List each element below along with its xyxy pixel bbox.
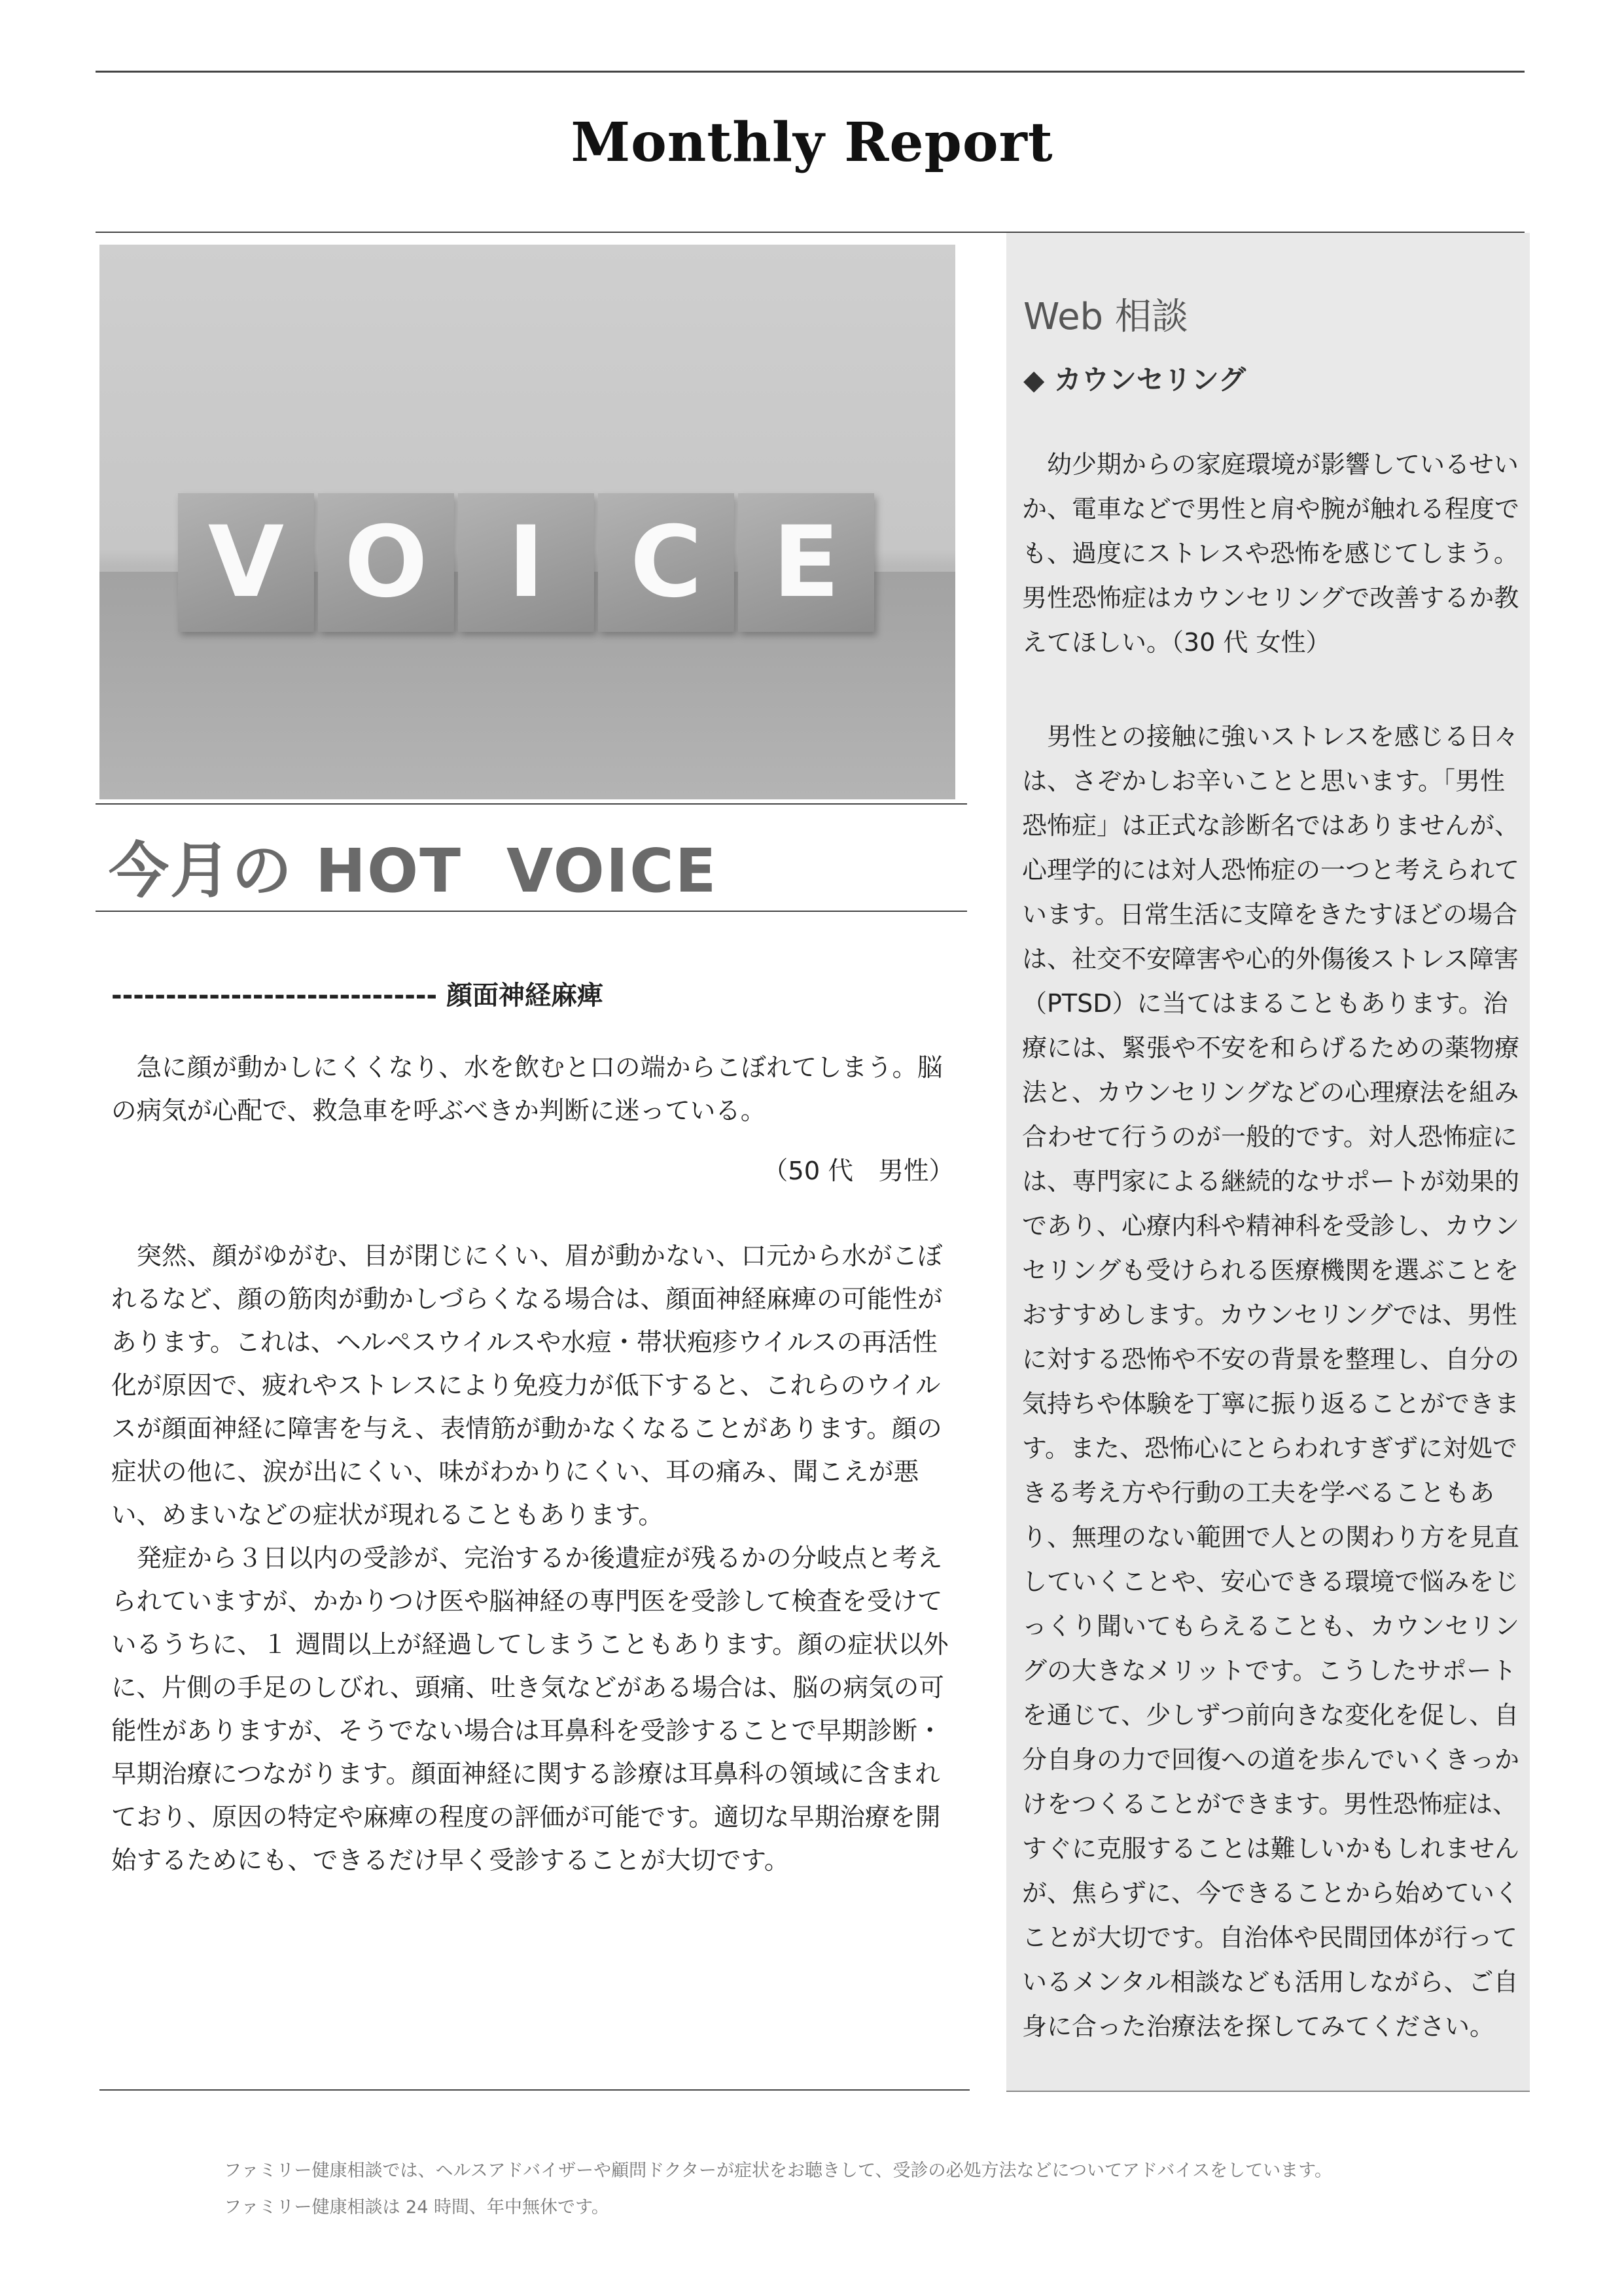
web-answer-text: 男性との接触に強いストレスを感じる日々は、さぞかしお辛いことと思います。「男性恐怖症」は正式な診断名ではありませんが、心理学的には対人恐怖症の一つと考えられています。日常生活に支障をきたすほどの場合は、社交不安障害や心的外傷後ストレス障害（PTSD）に当てはまることもあります。治療には、緊張や不安を和らげるための薬物療法と、カウンセリングなどの心理療法を組み合わせて行うのが一般的です。対人恐怖症には、専門家による継続的なサポートが効果的であり、心療内科や精神科を受診し、カウンセリングも受けられる医療機関を選ぶことをおすすめします。カウンセリングでは、男性に対する恐怖や不安の背景を整理し、自分の気持ちや体験を丁寧に振り返ることができます。また、恐怖心にとらわれすぎずに対処できる考え方や行動の工夫を学べることもあり、無理のない範囲で人との関わり方を見直していくことや、安心できる環境で悩みをじっくり聞いてもらえることも、カウンセリングの大きなメリットです。こうしたサポートを通じて、少しずつ前向きな変化を促し、自分自身の力で回復への道を歩んでいくきっかけをつくることができます。男性恐怖症は、すぐに克服することは難しいかもしれませんが、焦らずに、今できることから始めていくことが大切です。自治体や民間団体が行っているメンタル相談なども活用しながら、ご自身に合った治療法を探してみてください。 (1022, 722, 1520, 2041)
voice-block-o: O (318, 493, 454, 632)
question-text: 急に顔が動かしにくくなり、水を飲むと口の端からこぼれてしまう。脳の病気が心配で、救急車を呼ぶべきか判断に迷っている。 (111, 1053, 943, 1126)
hot-voice-topic: ------------------------------ 顔面神経麻痺 (111, 981, 603, 1011)
hot-voice-top-rule (96, 803, 967, 805)
hot-voice-answer (111, 1235, 955, 1883)
answer-paragraph-2: 発症から３日以内の受診が、完治するか後遺症が残るかの分岐点と考えられていますが、かかりつけ医や脳神経の専門医を受診して検査を受けているうちに、１ 週間以上が経過してしまうこともあります。顔の症状以外に、片側の手足のしびれ、頭痛、吐き気などがある場合は、脳の病気の可能性がありますが、そうでない場合は耳鼻科を受診することで早期診断・早期治療につながります。顔面神経に関する診療は耳鼻科の領域に含まれており、原因の特定や麻痺の程度の評価が可能です。適切な早期治療を開始するためにも、できるだけ早く受診することが大切です。 (111, 1544, 949, 1875)
voice-block-v: V (178, 493, 314, 632)
voice-photo (99, 245, 955, 799)
web-consult-question (1022, 442, 1519, 665)
page-title: Monthly Report (571, 111, 1053, 174)
right-column-bottom-rule (1006, 2091, 1530, 2092)
hot-voice-question (111, 1047, 955, 1133)
footer-line-1: ファミリー健康相談では、ヘルスアドバイザーや顧問ドクターが症状をお聴きして、受診の必処方法などについてアドバイスをしています。 (224, 2161, 1332, 2181)
web-consult-subtitle: ◆ カウンセリング (1023, 364, 1246, 396)
voice-block-i: I (458, 493, 594, 632)
answer-paragraph-1: 突然、顔がゆがむ、目が閉じにくい、眉が動かない、口元から水がこぼれるなど、顔の筋肉が動かしづらくなる場合は、顔面神経麻痺の可能性があります。これは、ヘルペスウイルスや水痘・帯状疱疹ウイルスの再活性化が原因で、疲れやストレスにより免疫力が低下すると、これらのウイルスが顔面神経に障害を与え、表情筋が動かなくなることがあります。顔の症状の他に、涙が出にくい、味がわかりにくい、耳の痛み、聞こえが悪い、めまいなどの症状が現れることもあります。 (111, 1242, 943, 1530)
web-consult-title: Web 相談 (1023, 296, 1188, 338)
web-question-text: 幼少期からの家庭環境が影響しているせいか、電車などで男性と肩や腕が触れる程度でも、過度にストレスや恐怖を感じてしまう。男性恐怖症はカウンセリングで改善するか教えてほしい。（30 代 女性） (1022, 450, 1520, 657)
voice-block-e: E (738, 493, 874, 632)
hot-voice-questioner: （50 代 男性） (762, 1157, 954, 1186)
left-column-bottom-rule (99, 2089, 970, 2091)
hot-voice-heading: 今月の HOT VOICE (109, 836, 718, 906)
footer-line-2: ファミリー健康相談は 24 時間、年中無休です。 (224, 2197, 609, 2218)
hot-voice-bottom-rule (96, 911, 967, 912)
web-consult-answer (1022, 714, 1519, 2049)
top-rule (96, 71, 1525, 73)
voice-block-c: C (598, 493, 734, 632)
